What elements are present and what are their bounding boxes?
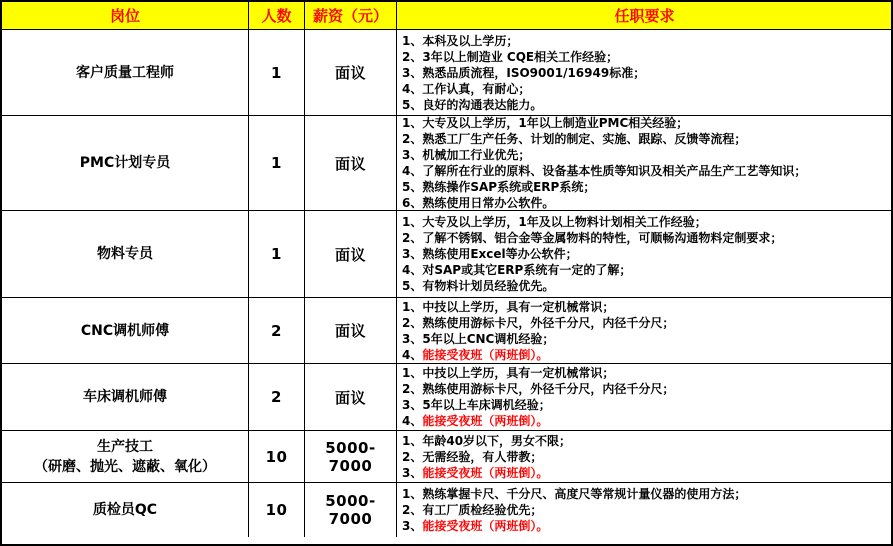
headcount-cell bbox=[249, 298, 305, 363]
position-name: 客户质量工程师 bbox=[76, 64, 174, 81]
requirement-item: 1、大专及以上学历，1年及以上物料计划相关工作经验； bbox=[402, 215, 707, 229]
requirement-item: 4、工作认真，有耐心； bbox=[402, 81, 531, 96]
table-row bbox=[2, 483, 891, 537]
requirement-item: 2、熟悉工厂生产任务、计划的制定、实施、跟踪、反馈等流程； bbox=[402, 132, 747, 146]
position-name: CNC调机师傅 bbox=[80, 322, 170, 339]
requirement-item: 3、机械加工行业优先； bbox=[402, 148, 531, 162]
headcount-value: 1 bbox=[271, 63, 282, 82]
headcount-value: 1 bbox=[271, 154, 282, 172]
table-row bbox=[2, 116, 891, 211]
headcount-value: 10 bbox=[265, 447, 288, 466]
salary-value: 5000-7000 bbox=[325, 492, 376, 528]
requirement-item: 2、熟练使用游标卡尺，外径千分尺，内径千分尺； bbox=[402, 382, 675, 396]
requirement-item: 4、能接受夜班（两班倒）。 bbox=[402, 414, 549, 428]
salary-cell bbox=[305, 483, 397, 537]
salary-value: 5000-7000 bbox=[325, 438, 376, 475]
table-row bbox=[2, 431, 891, 483]
salary-cell bbox=[305, 298, 397, 363]
salary-value: 面议 bbox=[334, 322, 366, 340]
header-headcount: 人数 bbox=[249, 2, 305, 29]
requirement-item: 4、能接受夜班（两班倒）。 bbox=[402, 347, 549, 362]
salary-cell bbox=[305, 211, 397, 297]
requirements-cell bbox=[397, 431, 891, 482]
salary-value: 面议 bbox=[334, 154, 366, 173]
headcount-cell bbox=[249, 211, 305, 297]
requirements-cell bbox=[397, 483, 891, 537]
header-requirements: 任职要求 bbox=[614, 7, 675, 25]
position-cell bbox=[2, 483, 249, 537]
salary-cell bbox=[305, 116, 397, 210]
salary-cell bbox=[305, 364, 397, 430]
position-cell bbox=[2, 364, 249, 430]
requirement-item: 1、大专及以上学历，1年以上制造业PMC相关经验； bbox=[402, 116, 689, 130]
requirement-item: 2、有工厂质检经验优先； bbox=[402, 503, 543, 517]
table-row bbox=[2, 298, 891, 364]
requirement-item: 2、了解不锈钢、铝合金等金属物料的特性，可顺畅沟通物料定制要求； bbox=[402, 231, 783, 245]
position-name: PMC计划专员 bbox=[79, 155, 171, 171]
salary-value: 面议 bbox=[334, 64, 366, 82]
salary-cell bbox=[305, 30, 397, 115]
requirement-item: 2、熟练使用游标卡尺，外径千分尺，内径千分尺； bbox=[402, 315, 675, 330]
requirement-item: 3、熟悉品质流程，ISO9001/16949标准； bbox=[402, 65, 646, 80]
position-cell bbox=[2, 298, 249, 363]
requirements-cell bbox=[397, 211, 891, 297]
requirement-item: 3、能接受夜班（两班倒）。 bbox=[402, 519, 549, 533]
requirements-cell bbox=[397, 364, 891, 430]
table-row bbox=[2, 364, 891, 431]
position-cell bbox=[2, 211, 249, 297]
requirement-item: 4、了解所在行业的原料、设备基本性质等知识及相关产品生产工艺等知识； bbox=[402, 164, 807, 178]
requirement-item: 3、熟练使用Excel等办公软件； bbox=[402, 247, 578, 261]
requirement-item: 5、熟练操作SAP系统或ERP系统； bbox=[402, 180, 596, 194]
requirements-cell bbox=[397, 298, 891, 363]
requirements-cell bbox=[397, 30, 891, 115]
table-row bbox=[2, 30, 891, 116]
headcount-cell bbox=[249, 116, 305, 210]
headcount-value: 1 bbox=[271, 245, 282, 263]
header-position: 岗位 bbox=[2, 2, 249, 29]
headcount-value: 10 bbox=[265, 501, 288, 519]
headcount-cell bbox=[249, 364, 305, 430]
requirement-item: 1、熟练掌握卡尺、千分尺、高度尺等常规计量仪器的使用方法； bbox=[402, 487, 747, 501]
headcount-cell bbox=[249, 431, 305, 482]
requirement-item: 1、中技以上学历，具有一定机械常识； bbox=[402, 366, 615, 380]
requirement-item: 3、5年以上CNC调机经验； bbox=[402, 331, 555, 346]
requirement-item: 2、无需经验，有人带教； bbox=[402, 449, 543, 464]
position-cell bbox=[2, 116, 249, 210]
position-name: 质检员QC bbox=[92, 502, 158, 518]
headcount-value: 2 bbox=[271, 388, 282, 406]
position-name: 车床调机师傅 bbox=[83, 389, 167, 405]
requirement-item: 4、对SAP或其它ERP系统有一定的了解； bbox=[402, 263, 632, 277]
position-name: 物料专员 bbox=[97, 246, 153, 262]
table-header-row bbox=[2, 2, 891, 30]
requirement-item: 1、本科及以上学历； bbox=[402, 33, 519, 48]
headcount-cell bbox=[249, 30, 305, 115]
salary-cell bbox=[305, 431, 397, 482]
header-salary: 薪资（元） bbox=[305, 2, 397, 29]
requirement-item: 5、良好的沟通表达能力。 bbox=[402, 97, 543, 112]
position-name-line2: （研磨、抛光、遮蔽、氧化） bbox=[34, 458, 216, 475]
requirement-item: 3、5年以上车床调机经验； bbox=[402, 398, 551, 412]
position-cell bbox=[2, 30, 249, 115]
requirement-item: 1、中技以上学历，具有一定机械常识； bbox=[402, 299, 615, 314]
salary-value: 面议 bbox=[334, 388, 366, 407]
requirement-item: 5、有物料计划员经验优先。 bbox=[402, 279, 555, 293]
requirement-item: 3、能接受夜班（两班倒）。 bbox=[402, 465, 549, 480]
requirement-item: 2、3年以上制造业 CQE相关工作经验； bbox=[402, 49, 619, 64]
requirements-cell bbox=[397, 116, 891, 210]
requirement-item: 6、熟练使用日常办公软件。 bbox=[402, 196, 555, 210]
requirement-item: 1、年龄40岁以下，男女不限； bbox=[402, 433, 572, 448]
headcount-cell bbox=[249, 483, 305, 537]
headcount-value: 2 bbox=[271, 321, 282, 340]
position-cell bbox=[2, 431, 249, 482]
position-name: 生产技工 bbox=[97, 438, 153, 455]
table-row bbox=[2, 211, 891, 298]
salary-value: 面议 bbox=[334, 245, 366, 264]
